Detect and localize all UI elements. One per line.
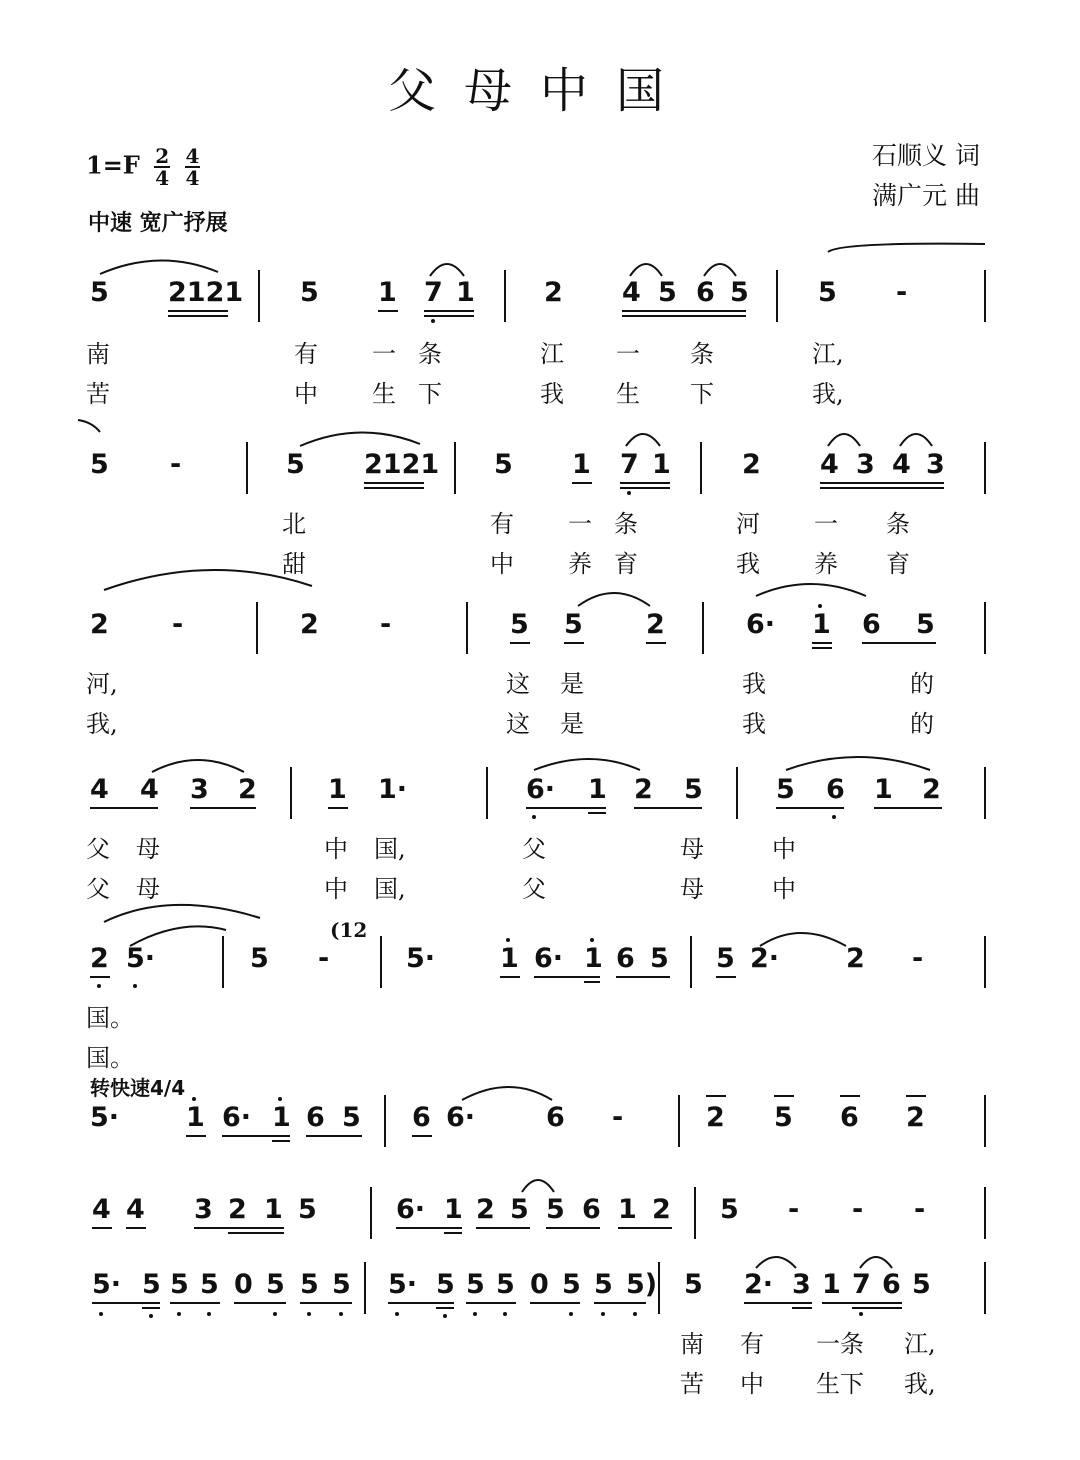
- note: 2: [90, 943, 109, 974]
- note: 5: [510, 1194, 529, 1225]
- note: 5: [342, 1102, 361, 1133]
- note: 5: [142, 1269, 161, 1300]
- note: 6·: [222, 1102, 252, 1133]
- note: 3: [926, 449, 945, 480]
- score-system-4: 4 4 3 2 1 1· 6· 1 2 5 5 6 1 2 父 母 中 国, 父 母 中 父 母 中 国, 父 母 中: [0, 775, 1080, 935]
- note: -: [896, 277, 908, 308]
- slur: [100, 260, 218, 274]
- note: 5: [266, 1269, 285, 1300]
- note: -: [788, 1194, 800, 1225]
- note: 2: [906, 1102, 925, 1133]
- note: 3: [792, 1269, 811, 1300]
- note: 2: [544, 277, 563, 308]
- note: 7: [852, 1269, 871, 1300]
- note: 1: [874, 774, 893, 805]
- note: 5: [594, 1269, 613, 1300]
- note: 5·: [126, 943, 156, 974]
- note: 2: [90, 609, 109, 640]
- score-system-2: 5 - 5 2121 5 1 7 1 2 4 3 4 3 北 有 一 条 河 一 条 甜 中 养 育 我 养 育: [0, 450, 1080, 610]
- note: 2: [300, 609, 319, 640]
- note: -: [912, 943, 924, 974]
- score-system-5: 2 5· 5 - (12 5· 1 6· 1 6 5 5 2· 2 - 国。 国。: [0, 944, 1080, 1104]
- note: 0: [530, 1269, 549, 1300]
- note: -: [852, 1194, 864, 1225]
- note: 1: [444, 1194, 463, 1225]
- note: 5: [916, 609, 935, 640]
- note: 5: [564, 609, 583, 640]
- lyricist-credit: 石顺义 词: [872, 141, 980, 170]
- note: 4: [126, 1194, 145, 1225]
- note: 5: [776, 774, 795, 805]
- note: 5: [684, 1269, 703, 1300]
- score-system-3: 2 - 2 - 5 5 2 6· 1 6 5 河, 这 是 我 的 我, 这 是 我 的: [0, 610, 1080, 770]
- note: 6: [882, 1269, 901, 1300]
- note: 5·: [406, 943, 436, 974]
- tempo-change: 转快速4/4: [90, 1076, 186, 1100]
- note: 5: [466, 1269, 485, 1300]
- note: 6: [582, 1194, 601, 1225]
- note: 5: [494, 449, 513, 480]
- note: 2: [742, 449, 761, 480]
- note: -: [380, 609, 392, 640]
- note: 5: [436, 1269, 455, 1300]
- note: 1: [272, 1102, 291, 1133]
- note: 0: [234, 1269, 253, 1300]
- note: 5: [546, 1194, 565, 1225]
- note: 6: [696, 277, 715, 308]
- note: 5: [510, 609, 529, 640]
- note: 1: [652, 449, 671, 480]
- note: 5: [716, 943, 735, 974]
- note: 1: [822, 1269, 841, 1300]
- note: 5: [298, 1194, 317, 1225]
- note: 4: [140, 774, 159, 805]
- note: 1: [584, 943, 603, 974]
- time-signature-1: $\frac{2}{4}$: [155, 144, 170, 190]
- note: 7: [620, 449, 639, 480]
- note: 1: [328, 774, 347, 805]
- note: 2: [922, 774, 941, 805]
- note: 1: [456, 277, 475, 308]
- note: 2: [228, 1194, 247, 1225]
- note: 1: [186, 1102, 205, 1133]
- note: 5: [818, 277, 837, 308]
- note: 6: [306, 1102, 325, 1133]
- note: 1: [264, 1194, 283, 1225]
- note: -: [170, 449, 182, 480]
- note: 1: [500, 943, 519, 974]
- note: 2121: [168, 277, 244, 308]
- note: 6·: [396, 1194, 426, 1225]
- note: 3: [190, 774, 209, 805]
- song-title: 父母中国: [387, 63, 692, 119]
- note: 4: [90, 774, 109, 805]
- composer-credit: 满广元 曲: [872, 181, 980, 210]
- note: 6·: [526, 774, 556, 805]
- note: 5: [300, 277, 319, 308]
- note: 4: [92, 1194, 111, 1225]
- note: 5: [774, 1102, 793, 1133]
- slur: [704, 264, 736, 276]
- slur: [828, 244, 985, 252]
- note: 6·: [746, 609, 776, 640]
- note: 4: [622, 277, 641, 308]
- note: 5·: [388, 1269, 418, 1300]
- note: 2: [634, 774, 653, 805]
- note: 5: [286, 449, 305, 480]
- note: 6: [616, 943, 635, 974]
- note: 2: [846, 943, 865, 974]
- note: 5: [658, 277, 677, 308]
- note: 7: [424, 277, 443, 308]
- note: 5: [90, 449, 109, 480]
- note: 1: [812, 609, 831, 640]
- tempo-marking: 中速 宽广抒展: [88, 211, 228, 236]
- note: -: [172, 609, 184, 640]
- note: 6: [412, 1102, 431, 1133]
- note: 1: [588, 774, 607, 805]
- note: 2: [646, 609, 665, 640]
- slur: [430, 264, 464, 276]
- note: 1: [618, 1194, 637, 1225]
- note: 2: [238, 774, 257, 805]
- note: 5: [332, 1269, 351, 1300]
- note: 4: [820, 449, 839, 480]
- note: -: [914, 1194, 926, 1225]
- key-signature: [86, 146, 200, 188]
- time-signature-2: $\frac{4}{4}$: [185, 144, 200, 190]
- note: 5: [300, 1269, 319, 1300]
- note: 5: [912, 1269, 931, 1300]
- slur: [630, 264, 662, 276]
- note: 5: [90, 277, 109, 308]
- note: 5·: [90, 1102, 120, 1133]
- note: 6: [546, 1102, 565, 1133]
- note: 2: [652, 1194, 671, 1225]
- note: 5: [496, 1269, 515, 1300]
- note: 5: [684, 774, 703, 805]
- note: 2121: [364, 449, 440, 480]
- note: 5: [170, 1269, 189, 1300]
- note: 6: [826, 774, 845, 805]
- note: 2·: [744, 1269, 774, 1300]
- note: 2: [476, 1194, 495, 1225]
- note: 1: [572, 449, 591, 480]
- note: 5: [650, 943, 669, 974]
- note: 5: [730, 277, 749, 308]
- score-system-8: 5· 5 5 5 0 5 5 5 5· 5 5 5 0 5 5 5) 5 2· 3 1 7 6 5 南 有 一条 江, 苦 中 生下 我,: [0, 1270, 1080, 1430]
- key-text: 1=F: [86, 150, 140, 180]
- note: 3: [856, 449, 875, 480]
- note: 4: [892, 449, 911, 480]
- note: 5·: [92, 1269, 122, 1300]
- note: 6: [862, 609, 881, 640]
- note: 5: [200, 1269, 219, 1300]
- score-system-1: 5 2121 5 1 7 1 2 4 5 6 5 5 - 南 有 一 条 江 一 条 江, 苦 中 生 下 我 生 下 我,: [0, 278, 1080, 438]
- note: 5: [562, 1269, 581, 1300]
- note: -: [612, 1102, 624, 1133]
- note: 1: [378, 277, 397, 308]
- note: 5: [720, 1194, 739, 1225]
- note: 5): [626, 1269, 658, 1300]
- note: 5: [250, 943, 269, 974]
- note: 2: [706, 1102, 725, 1133]
- note: 1·: [378, 774, 408, 805]
- note: 2·: [750, 943, 780, 974]
- note: 3: [194, 1194, 213, 1225]
- volta-mark: (12: [330, 918, 368, 942]
- note: 6: [840, 1102, 859, 1133]
- note: 6·: [446, 1102, 476, 1133]
- note: 6·: [534, 943, 564, 974]
- note: -: [318, 943, 330, 974]
